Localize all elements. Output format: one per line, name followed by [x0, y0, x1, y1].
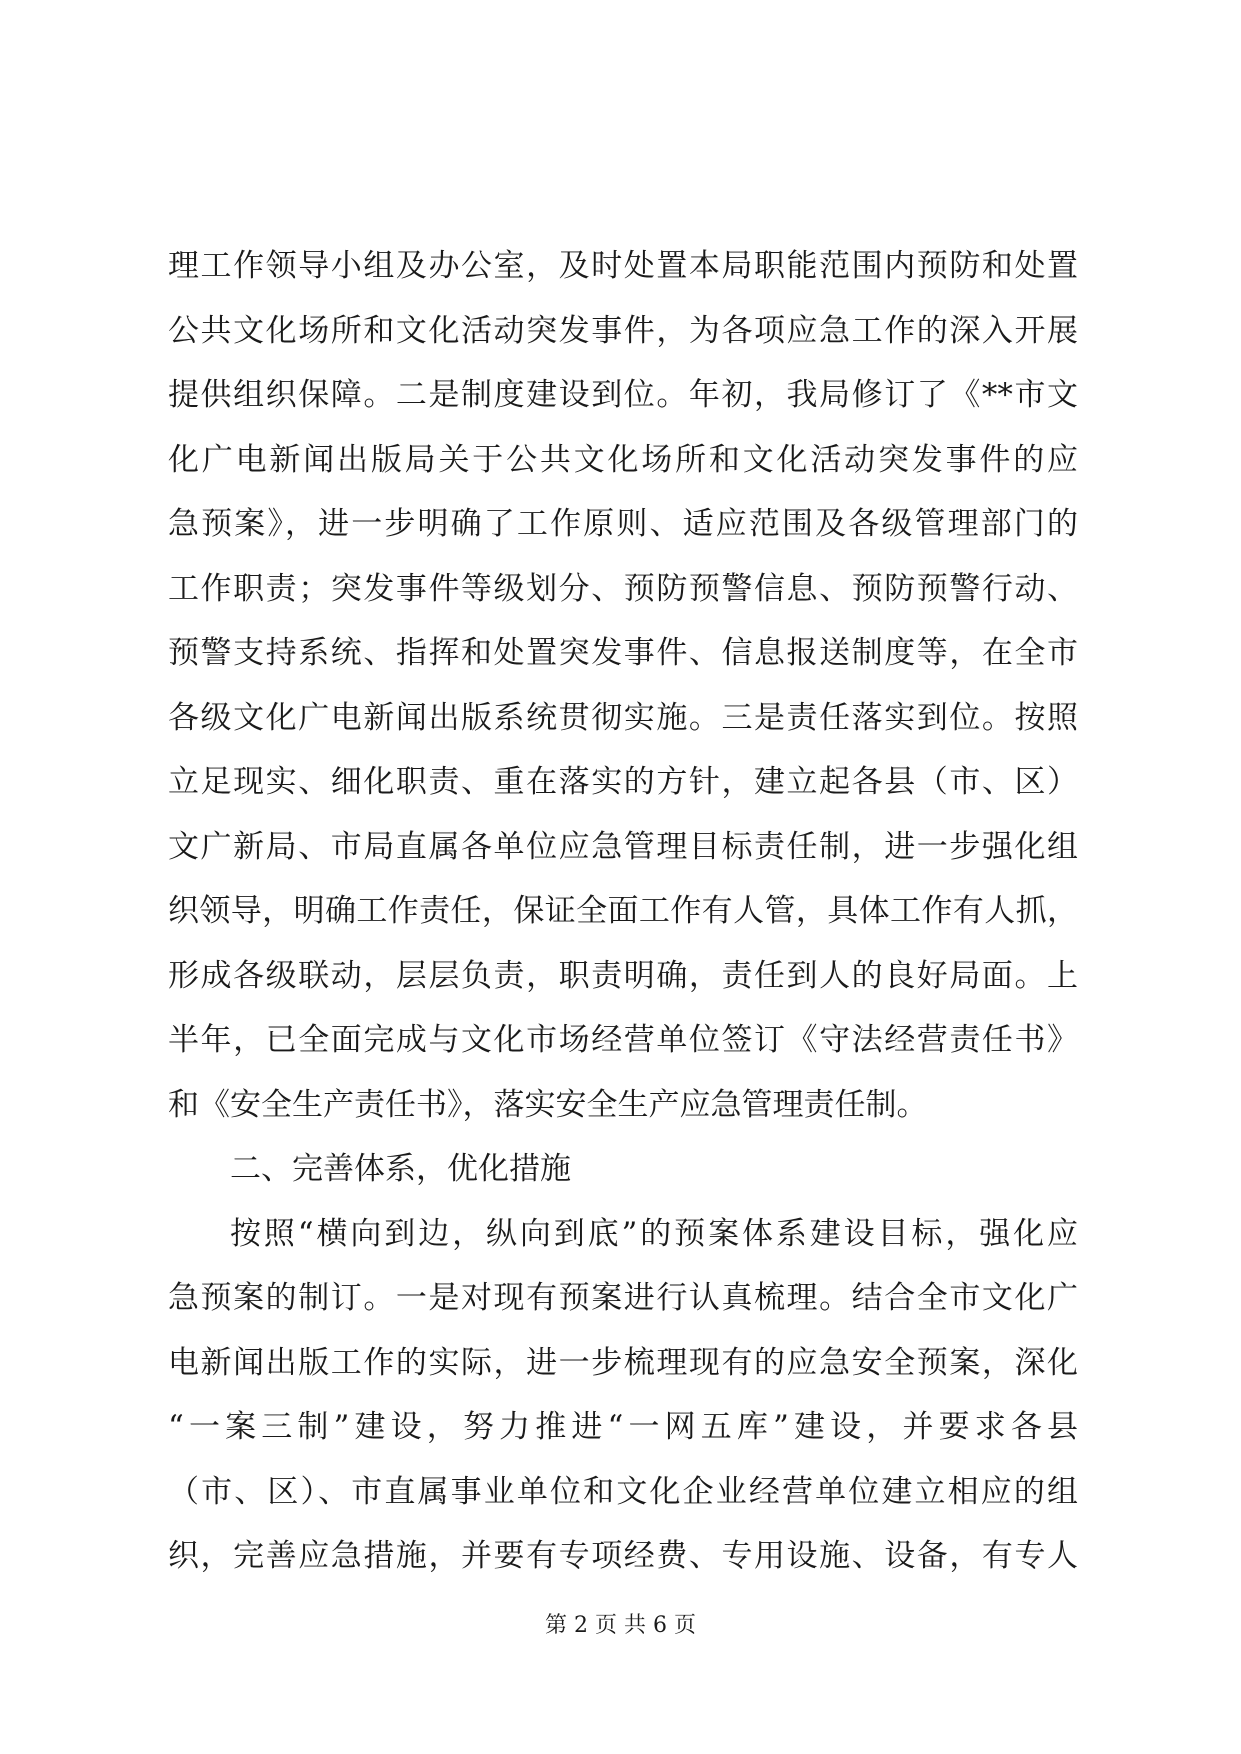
text-line: 文广新局、市局直属各单位应急管理目标责任制，进一步强化组 — [168, 828, 1078, 865]
document-body — [168, 234, 1078, 1589]
text-line: 提供组织保障。二是制度建设到位。年初，我局修订了《**市文 — [168, 377, 1078, 413]
text-line: “一案三制”建设，努力推进“一网五库”建设，并要求各县 — [168, 1409, 1078, 1445]
text-line: 按照“横向到边，纵向到底”的预案体系建设目标，强化应 — [230, 1215, 1078, 1252]
text-line: 急预案的制订。一是对现有预案进行认真梳理。结合全市文化广 — [168, 1280, 1078, 1316]
text-line: 公共文化场所和文化活动突发事件，为各项应急工作的深入开展 — [168, 312, 1078, 349]
text-line: 织，完善应急措施，并要有专项经费、专用设施、设备，有专人 — [168, 1538, 1078, 1574]
text-line: 电新闻出版工作的实际，进一步梳理现有的应急安全预案，深化 — [168, 1344, 1078, 1381]
text-line: 理工作领导小组及办公室，及时处置本局职能范围内预防和处置 — [168, 248, 1078, 284]
section-heading: 二、完善体系，优化措施 — [230, 1151, 571, 1187]
text-line: 预警支持系统、指挥和处置突发事件、信息报送制度等，在全市 — [168, 635, 1078, 671]
text-line: 化广电新闻出版局关于公共文化场所和文化活动突发事件的应 — [168, 441, 1078, 478]
text-line: 急预案》，进一步明确了工作原则、适应范围及各级管理部门的 — [168, 506, 1078, 542]
page-number-footer: 第 2 页 共 6 页 — [545, 1613, 696, 1638]
text-line: （市、区）、市直属事业单位和文化企业经营单位建立相应的组 — [168, 1473, 1078, 1510]
text-line: 形成各级联动，层层负责，职责明确，责任到人的良好局面。上 — [168, 957, 1078, 994]
text-line: 各级文化广电新闻出版系统贯彻实施。三是责任落实到位。按照 — [168, 699, 1078, 736]
text-line: 立足现实、细化职责、重在落实的方针，建立起各县（市、区） — [168, 764, 1078, 800]
text-line: 织领导，明确工作责任，保证全面工作有人管，具体工作有人抓， — [168, 893, 1078, 929]
text-line: 和《安全生产责任书》，落实安全生产应急管理责任制。 — [168, 1086, 928, 1123]
text-line: 工作职责；突发事件等级划分、预防预警信息、预防预警行动、 — [168, 570, 1078, 607]
text-line: 半年，已全面完成与文化市场经营单位签订《守法经营责任书》 — [168, 1022, 1078, 1058]
